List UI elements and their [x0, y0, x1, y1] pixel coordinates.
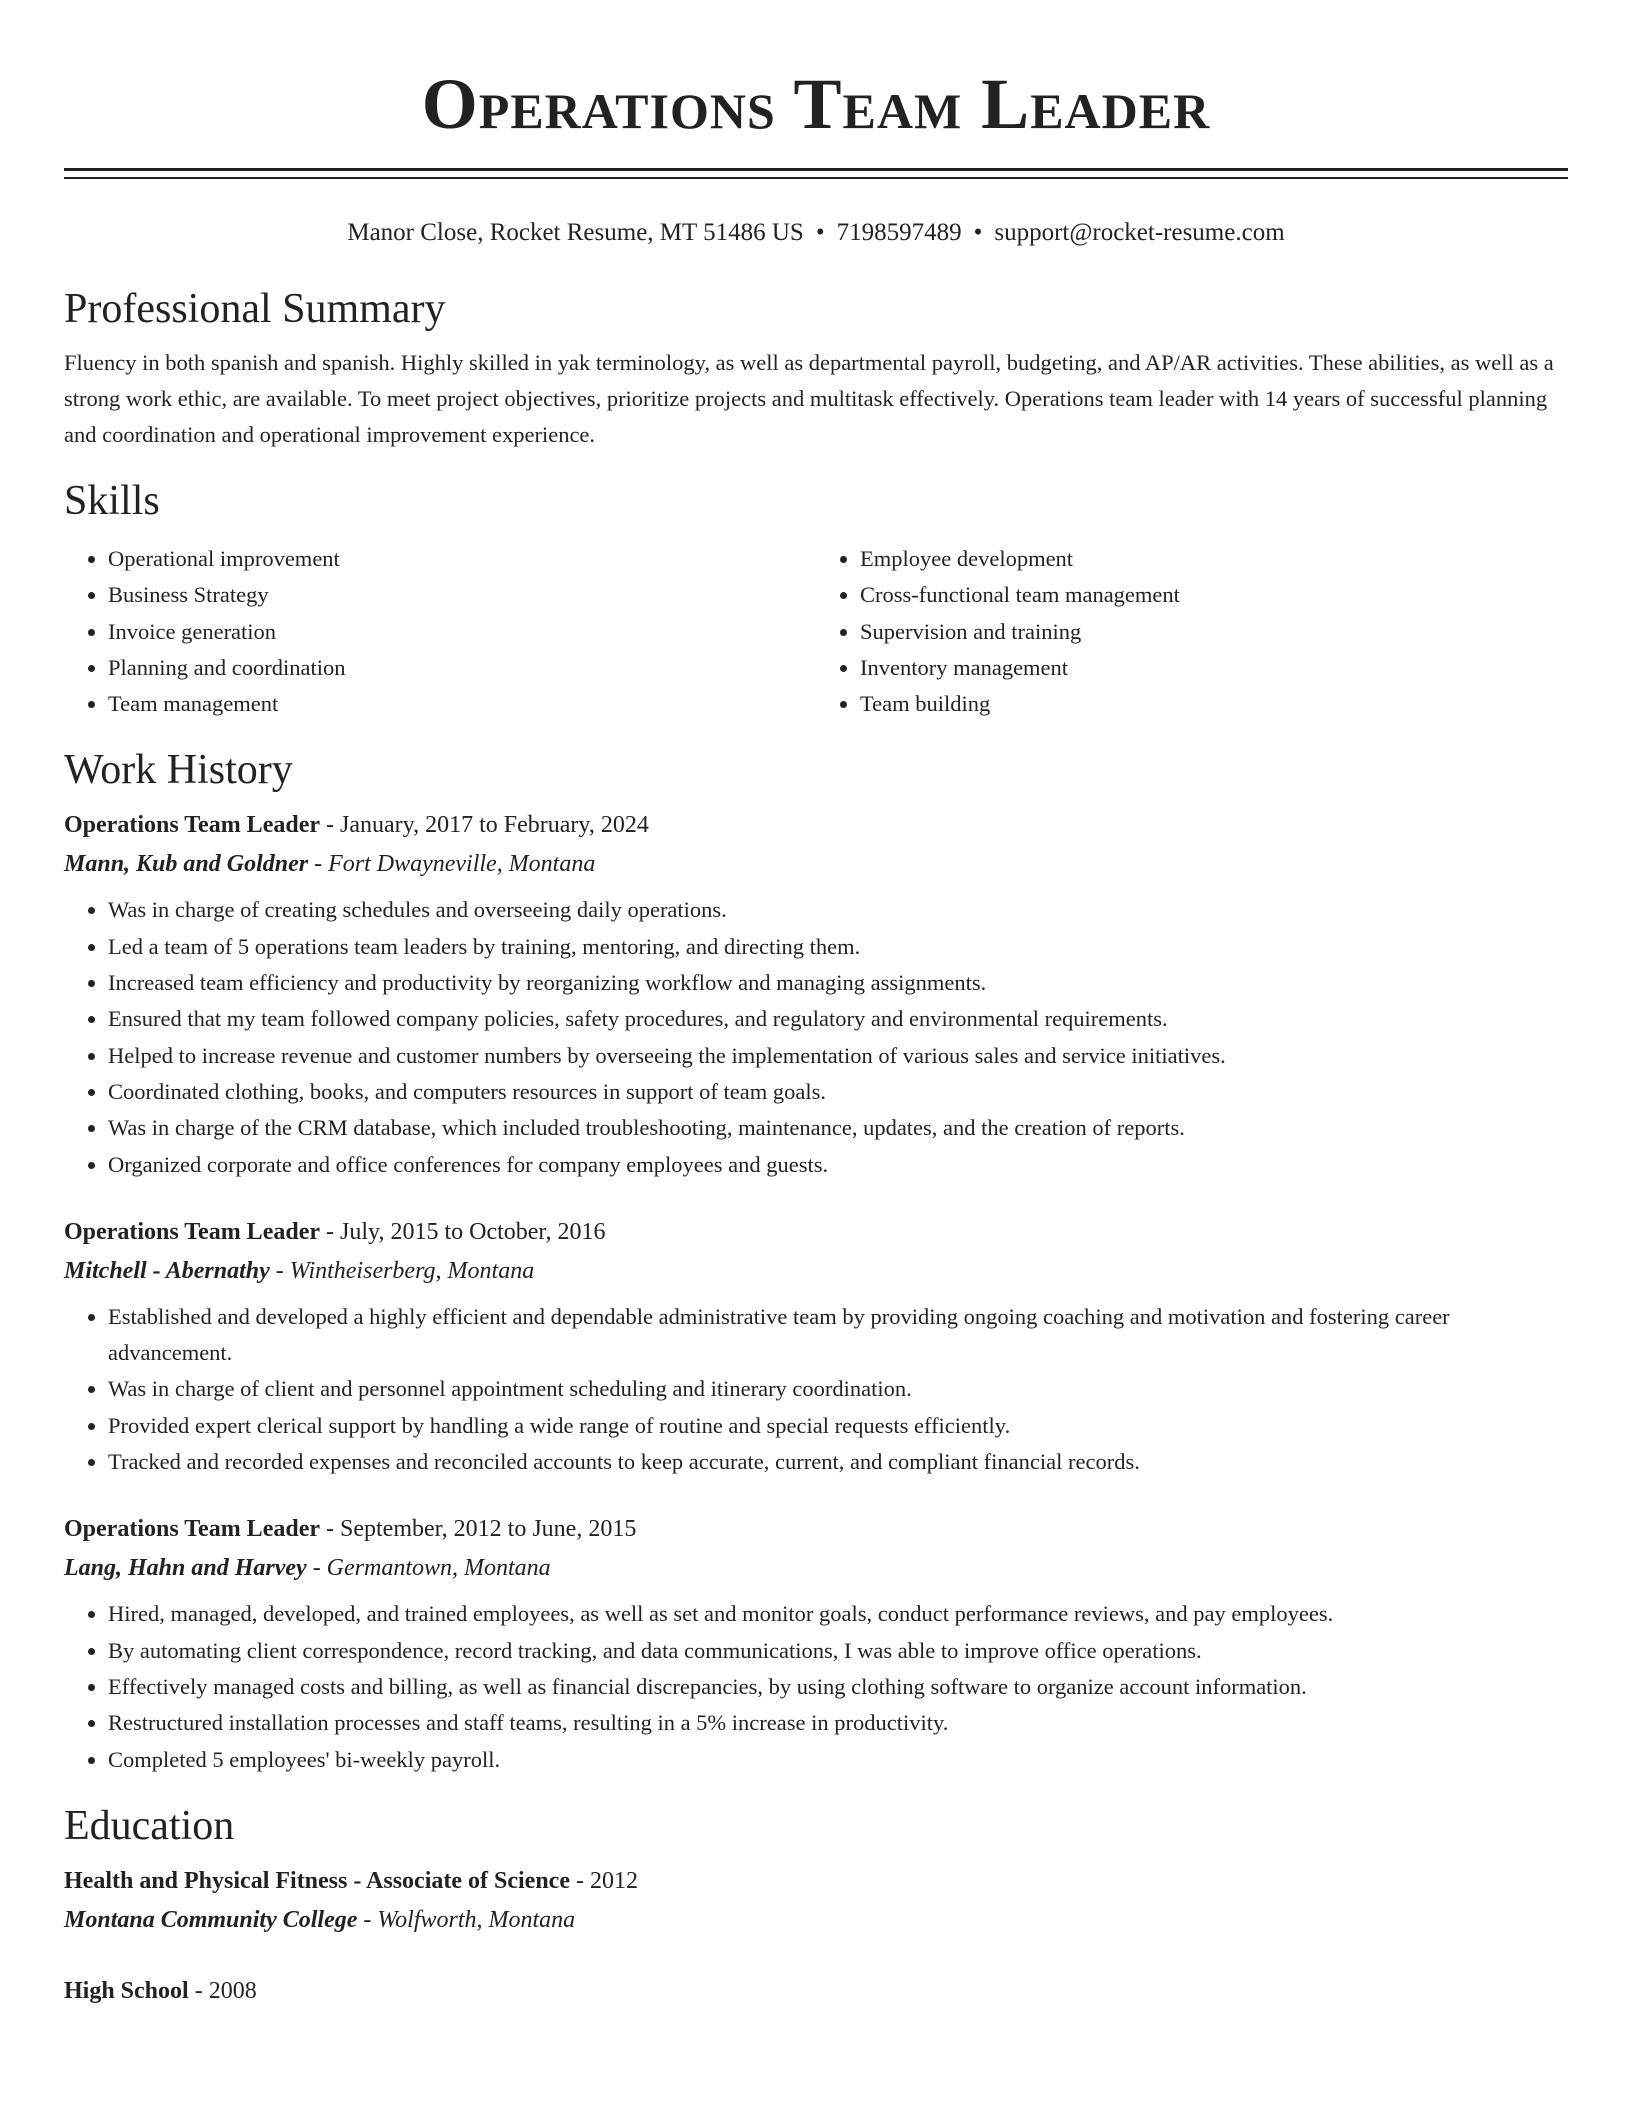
job-bullet: • Was in charge of creating schedules and overseeing daily operations. — [108, 892, 1568, 928]
education-degree: Health and Physical Fitness - Associate of Science — [64, 1867, 570, 1894]
contact-email: support@rocket-resume.com — [994, 219, 1285, 246]
job-dates: - January, 2017 to February, 2024 — [320, 812, 649, 839]
education-degree-line — [64, 1862, 1568, 1901]
job-location: - Fort Dwayneville, Montana — [308, 851, 596, 878]
skill-item: • Team building — [860, 686, 1568, 722]
education-year: - 2008 — [188, 1977, 257, 2004]
job-bullet: • Established and developed a highly efficient and dependable administrative team by providing ongoing coaching and motivation and fostering career advancement. — [108, 1299, 1568, 1372]
job-bullet: • Restructured installation processes and staff teams, resulting in a 5% increase in productivity. — [108, 1705, 1568, 1741]
job-entry — [64, 806, 1568, 1182]
job-bullet: • Tracked and recorded expenses and reconciled accounts to keep accurate, current, and compliant financial records. — [108, 1444, 1568, 1480]
education-degree: High School — [64, 1977, 189, 2004]
job-title-line — [64, 806, 1568, 845]
contact-line — [64, 217, 1568, 249]
job-bullet: • Completed 5 employees' bi-weekly payroll. — [108, 1742, 1568, 1778]
header-rule-thick — [64, 168, 1568, 171]
job-company-line — [64, 845, 1568, 884]
job-bullet: • Ensured that my team followed company policies, safety procedures, and regulatory and environmental requirements. — [108, 1001, 1568, 1037]
education-entry — [64, 1862, 1568, 1940]
skills-list — [64, 541, 1568, 722]
education-school-line — [64, 1901, 1568, 1940]
education-location: - Wolfworth, Montana — [357, 1906, 576, 1933]
skill-item: • Employee development — [860, 541, 1568, 577]
skill-item: • Planning and coordination — [108, 650, 816, 686]
job-bullets — [64, 1596, 1568, 1777]
contact-separator: • — [815, 219, 825, 246]
job-bullet: • Effectively managed costs and billing, as well as financial discrepancies, by using clothing software to organize account information. — [108, 1669, 1568, 1705]
summary-text: Fluency in both spanish and spanish. Highly skilled in yak terminology, as well as departmental payroll, budgeting, and AP/AR activities. These abilities, as well as a strong work ethic, are available. To meet project objectives, prioritize projects and multitask effectively. Operations team leader with 14 years of successful planning and coordination and operational improvement experience. — [64, 350, 1554, 447]
job-bullet: • Increased team efficiency and productivity by reorganizing workflow and managing assignments. — [108, 965, 1568, 1001]
education-school: Montana Community College — [64, 1906, 358, 1933]
job-company: Mann, Kub and Goldner — [64, 851, 309, 878]
job-bullet: • Led a team of 5 operations team leaders by training, mentoring, and directing them. — [108, 929, 1568, 965]
job-entry — [64, 1213, 1568, 1480]
job-role: Operations Team Leader — [64, 1516, 320, 1543]
job-company-line — [64, 1252, 1568, 1291]
job-title-line — [64, 1213, 1568, 1252]
summary-heading: Professional Summary — [64, 286, 446, 332]
skill-item: • Operational improvement — [108, 541, 816, 577]
contact-separator: • — [973, 219, 983, 246]
job-location: - Germantown, Montana — [306, 1555, 551, 1582]
header-rule-thin — [64, 177, 1568, 179]
job-dates: - July, 2015 to October, 2016 — [320, 1218, 606, 1245]
job-title-line — [64, 1510, 1568, 1549]
job-bullet: • Was in charge of the CRM database, which included troubleshooting, maintenance, updates, and the creation of reports. — [108, 1110, 1568, 1146]
skill-item: • Inventory management — [860, 650, 1568, 686]
job-bullet: • Helped to increase revenue and customer numbers by overseeing the implementation of various sales and service initiatives. — [108, 1038, 1568, 1074]
job-bullet: • By automating client correspondence, record tracking, and data communications, I was able to improve office operations. — [108, 1633, 1568, 1669]
skill-item: • Supervision and training — [860, 614, 1568, 650]
job-bullets — [64, 892, 1568, 1182]
contact-address: Manor Close, Rocket Resume, MT 51486 US — [347, 219, 804, 246]
job-role: Operations Team Leader — [64, 812, 320, 839]
job-entry — [64, 1510, 1568, 1777]
education-heading: Education — [64, 1802, 235, 1849]
skill-item: • Business Strategy — [108, 577, 816, 613]
skills-heading: Skills — [64, 478, 160, 524]
skills-column-left — [64, 541, 816, 722]
skills-column-right — [816, 541, 1568, 722]
education-entry — [64, 1972, 1568, 2011]
skill-item: • Invoice generation — [108, 614, 816, 650]
job-bullet: • Coordinated clothing, books, and computers resources in support of team goals. — [108, 1074, 1568, 1110]
job-bullet: • Was in charge of client and personnel appointment scheduling and itinerary coordination. — [108, 1371, 1568, 1407]
job-dates: - September, 2012 to June, 2015 — [320, 1516, 637, 1543]
job-company-line — [64, 1549, 1568, 1588]
job-bullets — [64, 1299, 1568, 1480]
job-company: Mitchell - Abernathy — [64, 1257, 270, 1284]
job-company: Lang, Hahn and Harvey — [64, 1555, 307, 1582]
education-degree-line — [64, 1972, 1568, 2011]
resume-name: Operations Team Leader — [421, 64, 1211, 144]
job-bullet: • Provided expert clerical support by handling a wide range of routine and special requests efficiently. — [108, 1408, 1568, 1444]
skill-item: • Team management — [108, 686, 816, 722]
work-history-heading: Work History — [64, 747, 293, 794]
education-year: - 2012 — [569, 1867, 638, 1894]
job-bullet: • Hired, managed, developed, and trained employees, as well as set and monitor goals, conduct performance reviews, and pay employees. — [108, 1596, 1568, 1632]
job-role: Operations Team Leader — [64, 1218, 320, 1245]
job-bullet: • Organized corporate and office conferences for company employees and guests. — [108, 1147, 1568, 1183]
job-location: - Wintheiserberg, Montana — [269, 1257, 535, 1284]
contact-phone: 7198597489 — [836, 219, 962, 246]
skill-item: • Cross-functional team management — [860, 577, 1568, 613]
